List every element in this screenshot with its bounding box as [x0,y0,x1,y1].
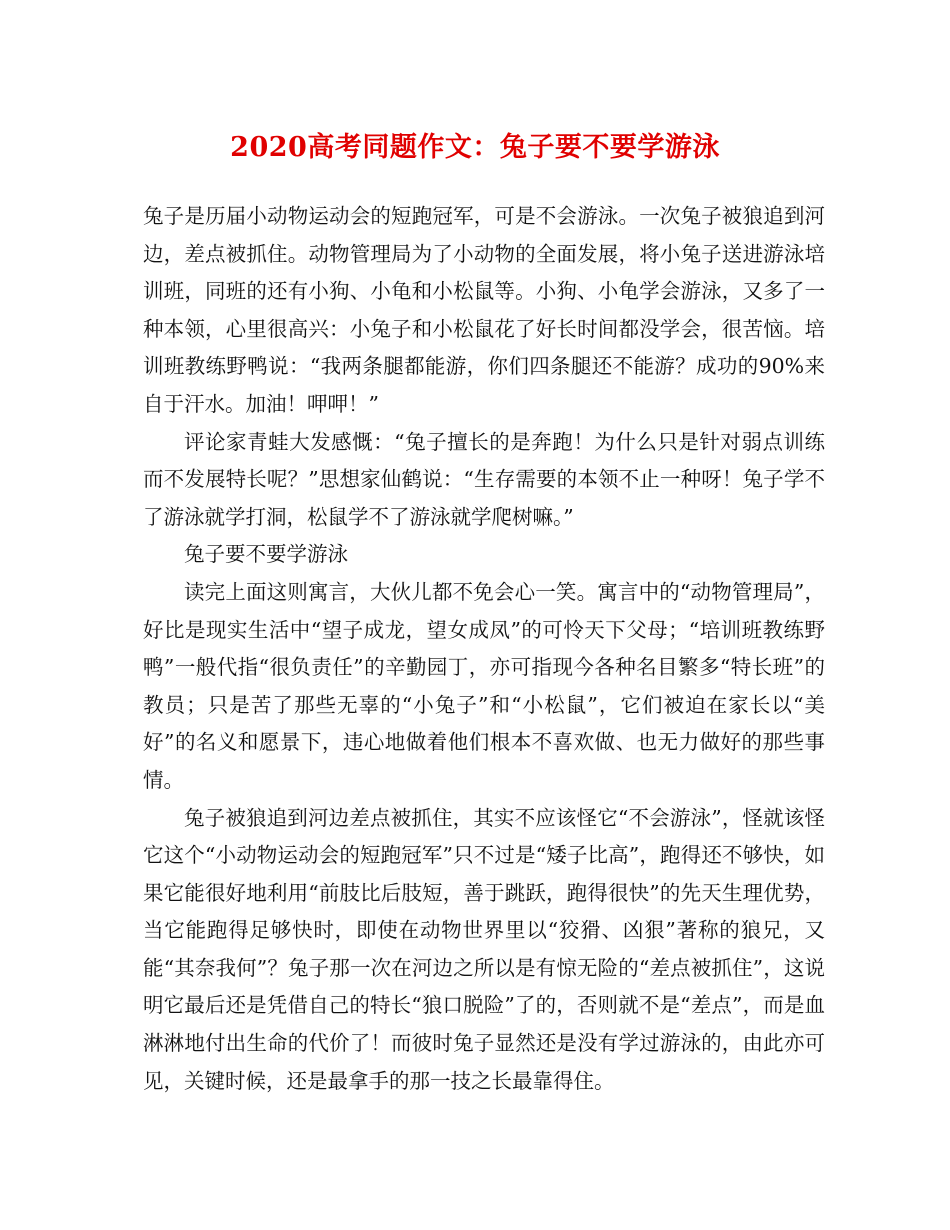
paragraph-fable: 兔子是历届小动物运动会的短跑冠军，可是不会游泳。一次兔子被狼追到河边，差点被抓住。动物管理局为了小动物的全面发展，将小兔子送进游泳培训班，同班的还有小狗、小龟和小松鼠等。小狗、小龟学会游泳，又多了一种本领，心里很高兴：小兔子和小松鼠花了好长时间都没学会，很苦恼。培训班教练野鸭说：“我两条腿都能游，你们四条腿还不能游？成功的90%来自于汗水。加油！呷呷！” [143,204,825,416]
paragraph-analysis-2: 兔子被狼追到河边差点被抓住，其实不应该怪它“不会游泳”，怪就该怪它这个“小动物运动会的短跑冠军”只不过是“矮子比高”，跑得还不够快，如果它能很好地利用“前肢比后肢短，善于跳跃，跑得很快”的先天生理优势，当它能跑得足够快时，即使在动物世界里以“狡猾、凶狠”著称的狼兄，又能“其奈我何”？兔子那一次在河边之所以是有惊无险的“差点被抓住”，这说明它最后还是凭借自己的特长“狼口脱险”了的，否则就不是“差点”，而是血淋淋地付出生命的代价了！而彼时兔子显然还是没有学过游泳的，由此亦可见，关键时候，还是最拿手的那一技之长最靠得住。 [143,805,825,1093]
document-title: 2020高考同题作文：兔子要不要学游泳 [230,132,720,163]
document-body [143,198,825,1100]
paragraph-commentary: 评论家青蛙大发感慨：“兔子擅长的是奔跑！为什么只是针对弱点训练而不发展特长呢？”思想家仙鹤说：“生存需要的本领不止一种呀！兔子学不了游泳就学打洞，松鼠学不了游泳就学爬树嘛。” [143,429,825,529]
paragraph-subheading: 兔子要不要学游泳 [184,542,348,567]
paragraph-analysis-1: 读完上面这则寓言，大伙儿都不免会心一笑。寓言中的“动物管理局”，好比是现实生活中“望子成龙，望女成凤”的可怜天下父母；“培训班教练野鸭”一般代指“很负责任”的辛勤园丁，亦可指现今各种名目繁多“特长班”的教员；只是苦了那些无辜的“小兔子”和“小松鼠”，它们被迫在家长以“美好”的名义和愿景下，违心地做着他们根本不喜欢做、也无力做好的那些事情。 [143,579,825,792]
